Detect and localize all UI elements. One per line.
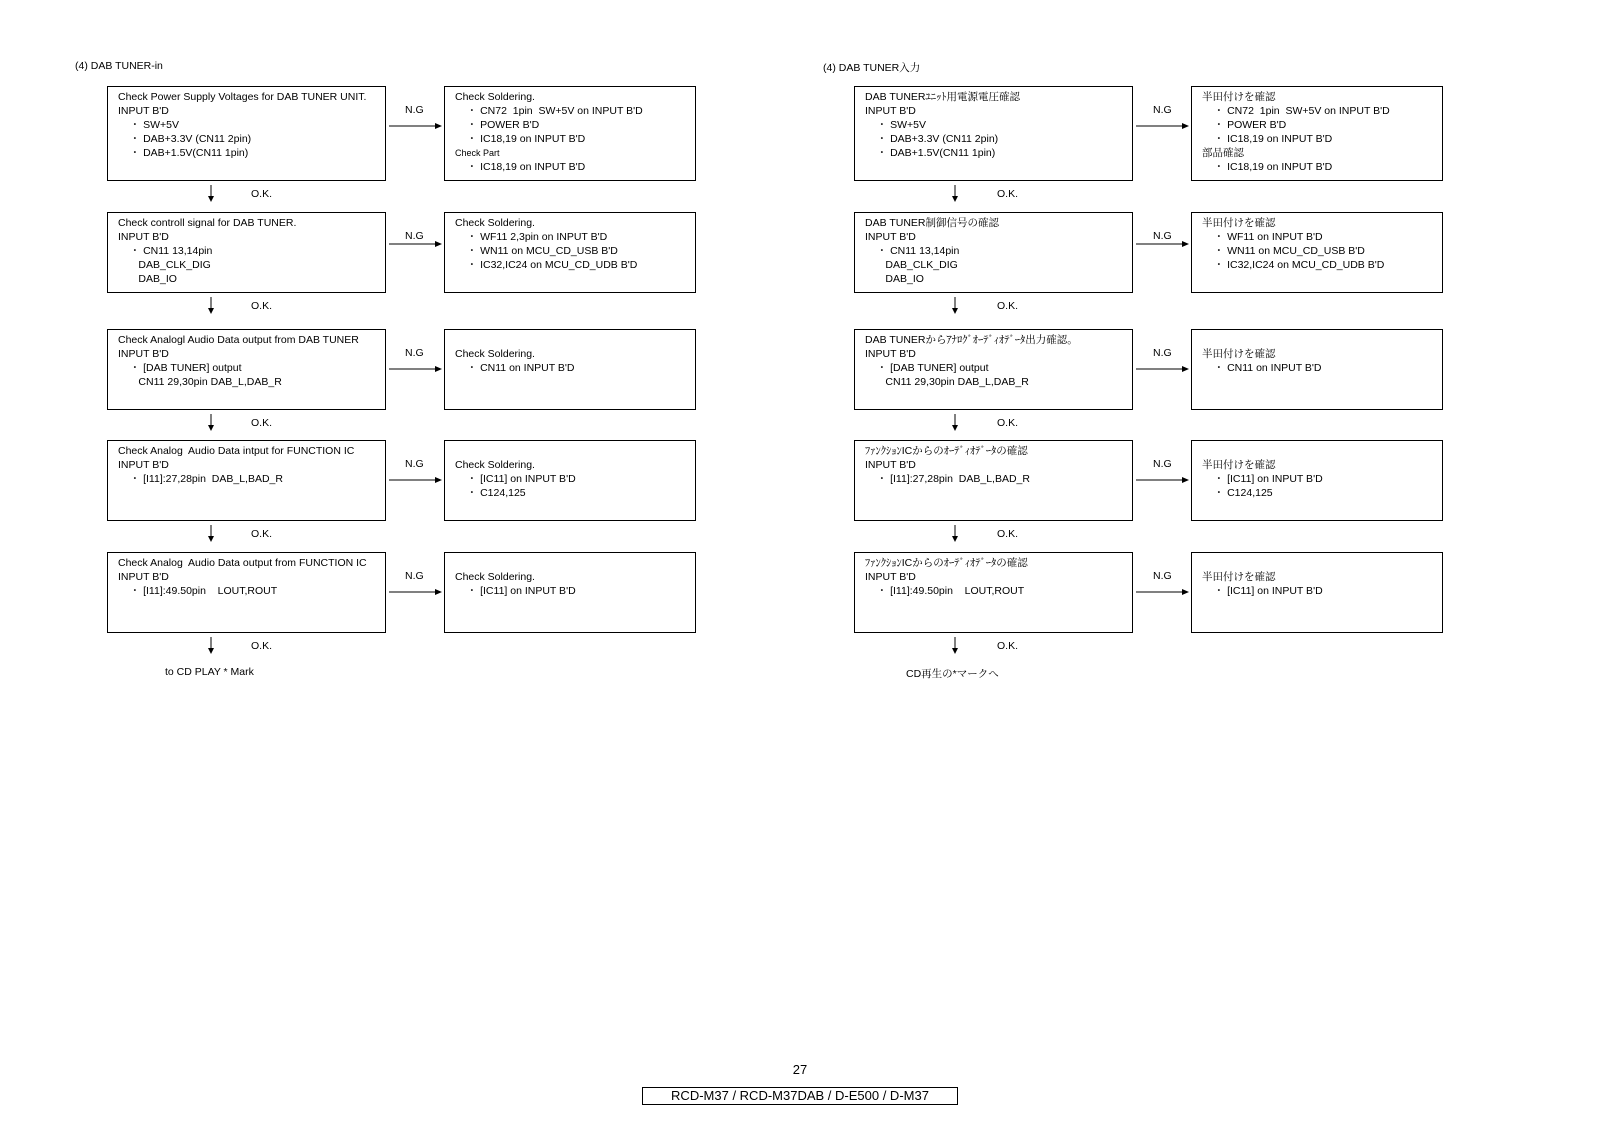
action-line: Check Soldering. [455,217,535,229]
action-line: ・ POWER B'D [1202,119,1287,131]
right-ng-arrowhead-3 [1182,366,1189,372]
right-ok-label-2: O.K. [997,300,1019,312]
check-line: ・ DAB+1.5V(CN11 1pin) [118,147,249,159]
check-line: CN11 29,30pin DAB_L,DAB_R [118,376,282,388]
left-end-note: to CD PLAY * Mark [165,666,254,678]
check-line: DAB_IO [118,273,177,285]
action-line: ・ IC18,19 on INPUT B'D [1202,133,1333,145]
right-ok-arrowhead-4 [952,536,958,542]
action-line: ・ C124,125 [455,487,526,499]
check-line: ﾌｧﾝｸｼｮﾝICからのｵｰﾃﾞｨｵﾃﾞｰﾀの確認 [865,557,1028,569]
right-ok-arrowhead-5 [952,648,958,654]
right-ok-label-3: O.K. [997,417,1019,429]
check-line: INPUT B'D [865,231,916,243]
left-ng-label-1: N.G [405,104,424,116]
check-line: INPUT B'D [118,105,169,117]
right-end-note: CD再生の*マークへ [906,668,999,680]
check-line: INPUT B'D [865,571,916,583]
left-ok-label-3: O.K. [251,417,273,429]
right-ok-label-1: O.K. [997,188,1019,200]
left-ng-label-5: N.G [405,570,424,582]
action-line: ・ [IC11] on INPUT B'D [1202,585,1323,597]
action-line: ・ IC32,IC24 on MCU_CD_UDB B'D [455,259,638,271]
check-line: INPUT B'D [118,459,169,471]
action-line: ・ WN11 on MCU_CD_USB B'D [455,245,618,257]
left-ok-arrowhead-1 [208,196,214,202]
left-ok-arrowhead-4 [208,536,214,542]
right-ok-label-4: O.K. [997,528,1019,540]
check-line: ・ [I11]:49.50pin LOUT,ROUT [865,585,1025,597]
check-line: ・ CN11 13,14pin [865,245,960,257]
check-line: ・ [I11]:27,28pin DAB_L,BAD_R [865,473,1030,485]
left-ok-arrowhead-5 [208,648,214,654]
left-section-title: (4) DAB TUNER-in [75,60,163,72]
check-line: CN11 29,30pin DAB_L,DAB_R [865,376,1029,388]
action-line: 部品確認 [1202,147,1244,159]
right-ng-label-3: N.G [1153,347,1172,359]
action-line: ・ IC32,IC24 on MCU_CD_UDB B'D [1202,259,1385,271]
right-ng-arrowhead-2 [1182,241,1189,247]
right-ok-label-5: O.K. [997,640,1019,652]
left-ok-label-4: O.K. [251,528,273,540]
action-line: 半田付けを確認 [1202,459,1276,471]
left-ng-arrowhead-1 [435,123,442,129]
check-line: Check Analog Audio Data intput for FUNCTION IC [118,445,355,457]
check-line: Check controll signal for DAB TUNER. [118,217,297,229]
action-line: Check Soldering. [455,91,535,103]
action-line: ・ WF11 2,3pin on INPUT B'D [455,231,608,243]
right-ng-label-2: N.G [1153,230,1172,242]
model-numbers: RCD-M37 / RCD-M37DAB / D-E500 / D-M37 [642,1087,958,1105]
action-line: 半田付けを確認 [1202,348,1276,360]
check-line: ・ DAB+3.3V (CN11 2pin) [865,133,999,145]
action-line: 半田付けを確認 [1202,217,1276,229]
right-ng-label-4: N.G [1153,458,1172,470]
check-line: DAB TUNERからｱﾅﾛｸﾞｵｰﾃﾞｨｵﾃﾞｰﾀ出力確認。 [865,334,1078,346]
left-ng-arrowhead-3 [435,366,442,372]
check-line: DAB_IO [865,273,924,285]
left-ng-arrowhead-4 [435,477,442,483]
right-ng-label-1: N.G [1153,104,1172,116]
page-number: 27 [792,1062,808,1077]
left-ng-arrowhead-2 [435,241,442,247]
right-section-title: (4) DAB TUNER入力 [823,62,921,74]
action-line: ・ IC18,19 on INPUT B'D [1202,161,1333,173]
check-line: DAB_CLK_DIG [865,259,958,271]
right-ok-arrowhead-1 [952,196,958,202]
right-ng-arrowhead-4 [1182,477,1189,483]
action-line: Check Part [455,148,500,158]
check-line: ・ CN11 13,14pin [118,245,213,257]
left-ng-arrowhead-5 [435,589,442,595]
check-line: Check Analog Audio Data output from FUNCTION IC [118,557,367,569]
left-ok-label-2: O.K. [251,300,273,312]
action-line: ・ CN72 1pin SW+5V on INPUT B'D [1202,105,1390,117]
action-line: ・ WN11 on MCU_CD_USB B'D [1202,245,1365,257]
check-line: ・ SW+5V [865,119,926,131]
check-line: ・ [I11]:49.50pin LOUT,ROUT [118,585,278,597]
check-line: ﾌｧﾝｸｼｮﾝICからのｵｰﾃﾞｨｵﾃﾞｰﾀの確認 [865,445,1028,457]
action-line: ・ IC18,19 on INPUT B'D [455,161,586,173]
action-line: ・ CN72 1pin SW+5V on INPUT B'D [455,105,643,117]
check-line: INPUT B'D [118,348,169,360]
right-ok-arrowhead-2 [952,308,958,314]
check-line: ・ [I11]:27,28pin DAB_L,BAD_R [118,473,283,485]
right-ok-arrowhead-3 [952,425,958,431]
check-line: INPUT B'D [865,459,916,471]
action-line: 半田付けを確認 [1202,91,1276,103]
action-line: Check Soldering. [455,459,535,471]
check-line: INPUT B'D [865,348,916,360]
action-line: ・ C124,125 [1202,487,1273,499]
check-line: DAB TUNERﾕﾆｯﾄ用電源電圧確認 [865,91,1020,103]
check-line: ・ [DAB TUNER] output [118,362,242,374]
action-line: ・ [IC11] on INPUT B'D [1202,473,1323,485]
right-ng-arrowhead-1 [1182,123,1189,129]
action-line: Check Soldering. [455,571,535,583]
left-ng-label-2: N.G [405,230,424,242]
action-line: ・ IC18,19 on INPUT B'D [455,133,586,145]
check-line: ・ SW+5V [118,119,179,131]
check-line: ・ DAB+3.3V (CN11 2pin) [118,133,252,145]
action-line: ・ [IC11] on INPUT B'D [455,585,576,597]
left-ok-label-1: O.K. [251,188,273,200]
action-line: ・ WF11 on INPUT B'D [1202,231,1323,243]
check-line: INPUT B'D [118,231,169,243]
action-line: Check Soldering. [455,348,535,360]
left-ok-label-5: O.K. [251,640,273,652]
check-line: Check Power Supply Voltages for DAB TUNER UNIT. [118,91,367,103]
action-line: ・ POWER B'D [455,119,540,131]
check-line: Check Analogl Audio Data output from DAB TUNER [118,334,359,346]
action-line: ・ CN11 on INPUT B'D [1202,362,1322,374]
left-ok-arrowhead-3 [208,425,214,431]
action-line: 半田付けを確認 [1202,571,1276,583]
left-ok-arrowhead-2 [208,308,214,314]
check-line: INPUT B'D [865,105,916,117]
check-line: ・ DAB+1.5V(CN11 1pin) [865,147,996,159]
left-ng-label-4: N.G [405,458,424,470]
right-ng-label-5: N.G [1153,570,1172,582]
right-ng-arrowhead-5 [1182,589,1189,595]
action-line: ・ CN11 on INPUT B'D [455,362,575,374]
check-line: ・ [DAB TUNER] output [865,362,989,374]
check-line: DAB_CLK_DIG [118,259,211,271]
check-line: INPUT B'D [118,571,169,583]
check-line: DAB TUNER制御信号の確認 [865,217,999,229]
left-ng-label-3: N.G [405,347,424,359]
action-line: ・ [IC11] on INPUT B'D [455,473,576,485]
